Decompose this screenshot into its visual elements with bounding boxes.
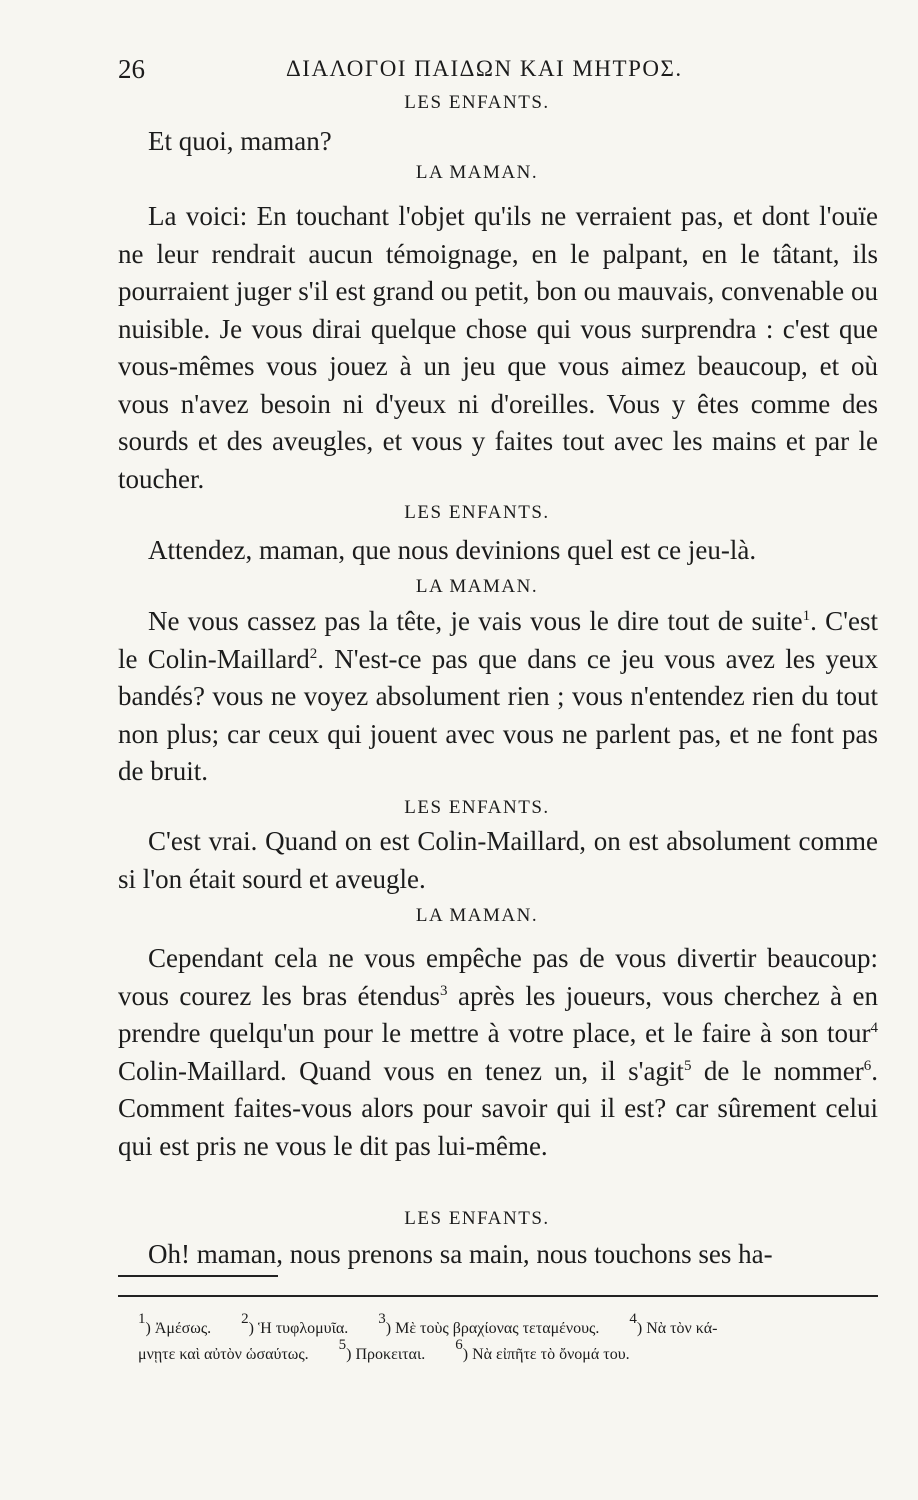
speaker-label: LES ENFANTS.: [404, 1208, 550, 1229]
footnote-ref: 1: [802, 608, 811, 624]
footnote-number: 6: [455, 1337, 463, 1353]
footnote-ref: 4: [870, 1020, 878, 1036]
page-number: 26: [118, 54, 145, 84]
speaker-label: LA MAMAN.: [415, 576, 539, 597]
speaker-label: LES ENFANTS.: [404, 502, 550, 523]
dialogue-paragraph: [118, 603, 878, 791]
footnote-text: Ἀμέσως.: [154, 1320, 212, 1337]
footnote-ref: 6: [863, 1057, 872, 1074]
text-run: Colin-Maillard. Quand vous en tenez un, il s'agit: [118, 1055, 684, 1086]
dialogue-paragraph: Et quoi, maman?: [148, 126, 332, 156]
dialogue-paragraph: [118, 940, 878, 1165]
footnote-ref: 5: [683, 1057, 692, 1074]
page-header: [118, 54, 878, 94]
footnote: $^3$) Μὲ τοὺς βραχίονας τεταμένους.: [378, 1311, 600, 1337]
text-run: de le nommer: [691, 1055, 864, 1086]
text-run: Cependant cela ne vous empêche pas de vous divertir beaucoup: vous courez les bras étendus: [118, 943, 878, 1011]
dialogue-paragraph: C'est vrai. Quand on est Colin-Maillard, on est absolument comme si l'on était sourd et aveugle.: [118, 826, 878, 894]
text-run: . Comment faites-vous alors pour savoir qui il est? car sûrement celui qui est pris ne vous le dit pas lui-même.: [118, 1055, 878, 1161]
footnote-text: Νὰ τὸν κά-: [646, 1320, 718, 1337]
text-run: après les joueurs, vous cherchez à en prendre quelqu'un pour le mettre à votre place, et le faire à son tour: [118, 980, 878, 1048]
running-title: ΔΙΑΛΟΓΟΙ ΠΑΙΔΩΝ ΚΑΙ ΜΗΤΡΟΣ.: [286, 56, 683, 81]
footnote-text: Μὲ τοὺς βραχίονας τεταμένους.: [395, 1320, 600, 1337]
speaker-label: LES ENFANTS.: [404, 92, 550, 113]
speaker-label: LES ENFANTS.: [404, 797, 550, 818]
footnotes: [138, 1311, 878, 1368]
footnote-number: 2: [241, 1311, 249, 1327]
footnote: $^1$) Ἀμέσως.: [138, 1311, 212, 1337]
footnote-ref: 2: [309, 645, 318, 662]
footnote-line: [138, 1337, 878, 1368]
dialogue-paragraph: Oh! maman, nous prenons sa main, nous touchons ses ha-: [148, 1239, 773, 1269]
footnote-number: 5: [338, 1337, 347, 1353]
dialogue-paragraph: Attendez, maman, que nous devinions quel est ce jeu-là.: [148, 535, 757, 565]
footnote: $^4$) Νὰ τὸν κά-: [629, 1311, 718, 1337]
footnote-number: 4: [629, 1311, 637, 1327]
footnote: $^5$) Προκειται.: [338, 1337, 426, 1363]
speaker-label: LA MAMAN.: [415, 162, 539, 183]
text-run: Ne vous cassez pas la tête, je vais vous le dire tout de suite: [148, 606, 803, 636]
text-run: . N'est-ce pas que dans ce jeu vous avez les yeux bandés? vous ne voyez absolument rien ; vous n'entendez rien du tout non plus; car ceux qui jouent avec vous ne parlent pas, et ne font pas de bruit.: [118, 643, 878, 786]
footnote-divider-short: [118, 1275, 278, 1277]
footnote-number: 1: [138, 1311, 146, 1327]
footnote-line: [138, 1311, 878, 1342]
footnote-continuation: μνῃτε καὶ αὐτὸν ὡσαύτως.: [138, 1346, 309, 1363]
footnote-text: Νὰ εἰπῆτε τὸ ὄνομά του.: [472, 1346, 630, 1363]
footnote: $^6$) Νὰ εἰπῆτε τὸ ὄνομά του.: [455, 1337, 630, 1363]
text-run: . C'est le Colin-Maillard: [118, 606, 878, 674]
footnote-ref: 3: [440, 982, 448, 999]
dialogue-paragraph: La voici: En touchant l'objet qu'ils ne verraient pas, et dont l'ouïe ne leur rendrait aucun témoignage, en le palpant, en le tâtant, ils pourraient juger s'il est grand ou petit, bon ou mauvais, convenable ou nuisible. Je vous dirai quelque chose qui vous surprendra : c'est que vous-mêmes vous jouez à un jeu que vous aimez beaucoup, et où vous n'avez besoin ni d'yeux ni d'oreilles. Vous y êtes comme des sourds et des aveugles, et vous y faites tout avec les mains et par le toucher.: [118, 201, 878, 494]
speaker-label: LA MAMAN.: [415, 905, 539, 926]
footnote: $^2$) Ἡ τυφλομυῖα.: [241, 1311, 349, 1337]
footnote-text: Ἡ τυφλομυῖα.: [258, 1320, 349, 1337]
footnote-number: 3: [378, 1311, 386, 1327]
footnote-divider-long: [118, 1295, 878, 1297]
footnote-text: Προκειται.: [355, 1346, 426, 1363]
